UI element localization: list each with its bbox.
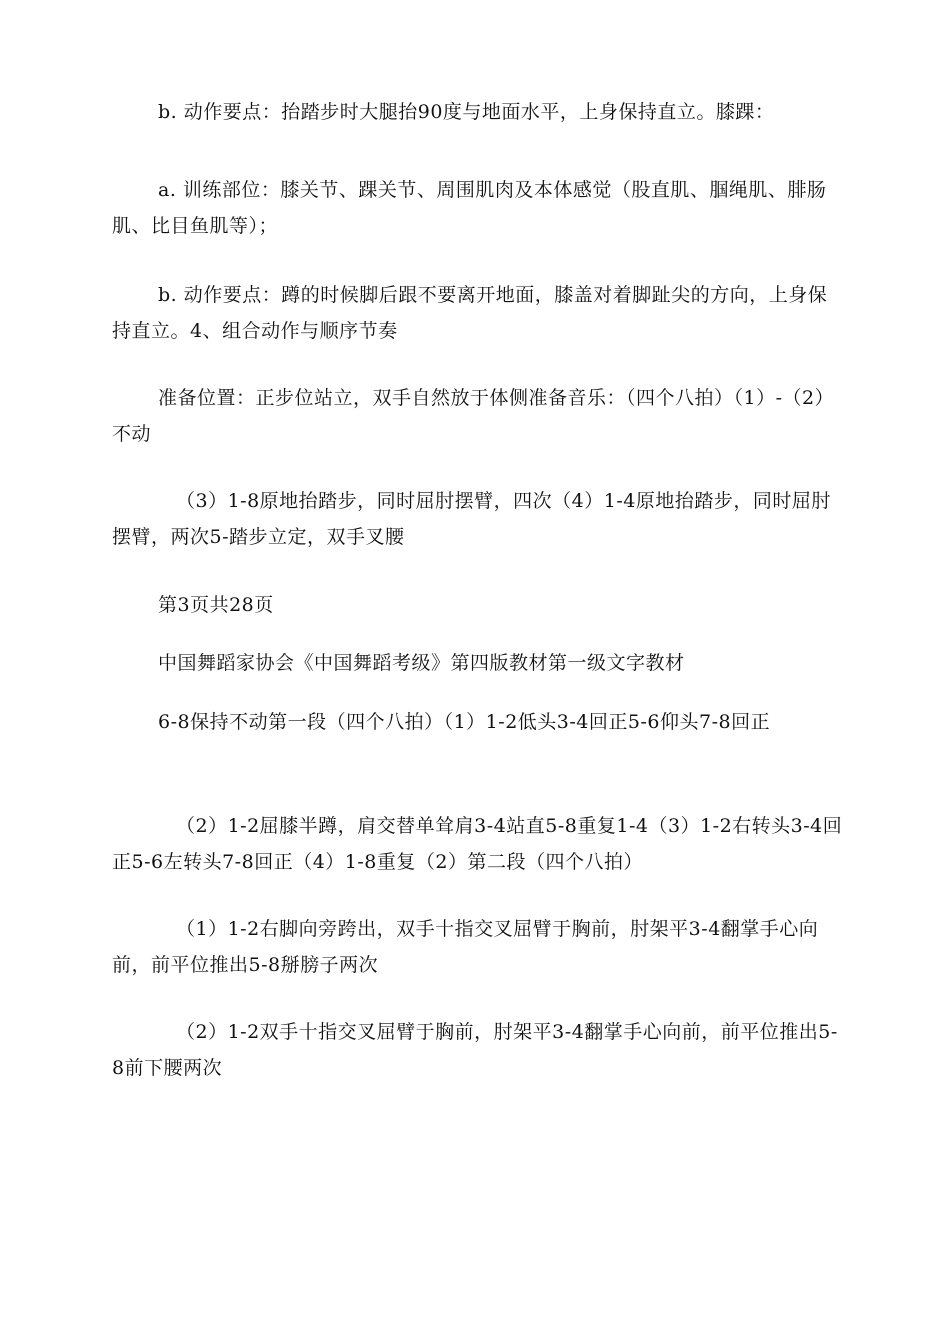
paragraph-training-areas: a. 训练部位：膝关节、踝关节、周围肌肉及本体感觉（股直肌、腘绳肌、腓肠肌、比目鱼肌等）； — [112, 179, 827, 237]
paragraph-section-one-steps: （2）1-2屈膝半蹲，肩交替单耸肩3-4站直5-8重复1-4（3）1-2右转头3-4回正5-6左转头7-8回正（4）1-8重复（2）第二段（四个八拍） — [112, 815, 843, 873]
paragraph-step-3-4: （3）1-8原地抬踏步，同时屈肘摆臂，四次（4）1-4原地抬踏步，同时屈肘摆臂，两次5-踏步立定，双手叉腰 — [112, 490, 831, 548]
paragraph-ready-position: 准备位置：正步位站立，双手自然放于体侧准备音乐：（四个八拍）（1）-（2）不动 — [112, 387, 835, 445]
paragraph-action-points-knee-raise: b. 动作要点：抬踏步时大腿抬90度与地面水平，上身保持直立。膝踝： — [158, 101, 775, 123]
page-number: 第3页共28页 — [158, 594, 274, 616]
paragraph-section-two-step-2: （2）1-2双手十指交叉屈臂于胸前，肘架平3-4翻掌手心向前，前平位推出5-8前下腰两次 — [112, 1021, 838, 1079]
paragraph-section-two-step-1: （1）1-2右脚向旁跨出，双手十指交叉屈臂于胸前，肘架平3-4翻掌手心向前，前平位推出5-8掰膀子两次 — [112, 918, 819, 976]
textbook-header: 中国舞蹈家协会《中国舞蹈考级》第四版教材第一级文字教材 — [158, 652, 685, 674]
paragraph-section-one: 6-8保持不动第一段（四个八拍）（1）1-2低头3-4回正5-6仰头7-8回正 — [158, 711, 771, 733]
paragraph-action-points-squat: b. 动作要点：蹲的时候脚后跟不要离开地面，膝盖对着脚趾尖的方向，上身保持直立。4、组合动作与顺序节奏 — [112, 284, 828, 342]
